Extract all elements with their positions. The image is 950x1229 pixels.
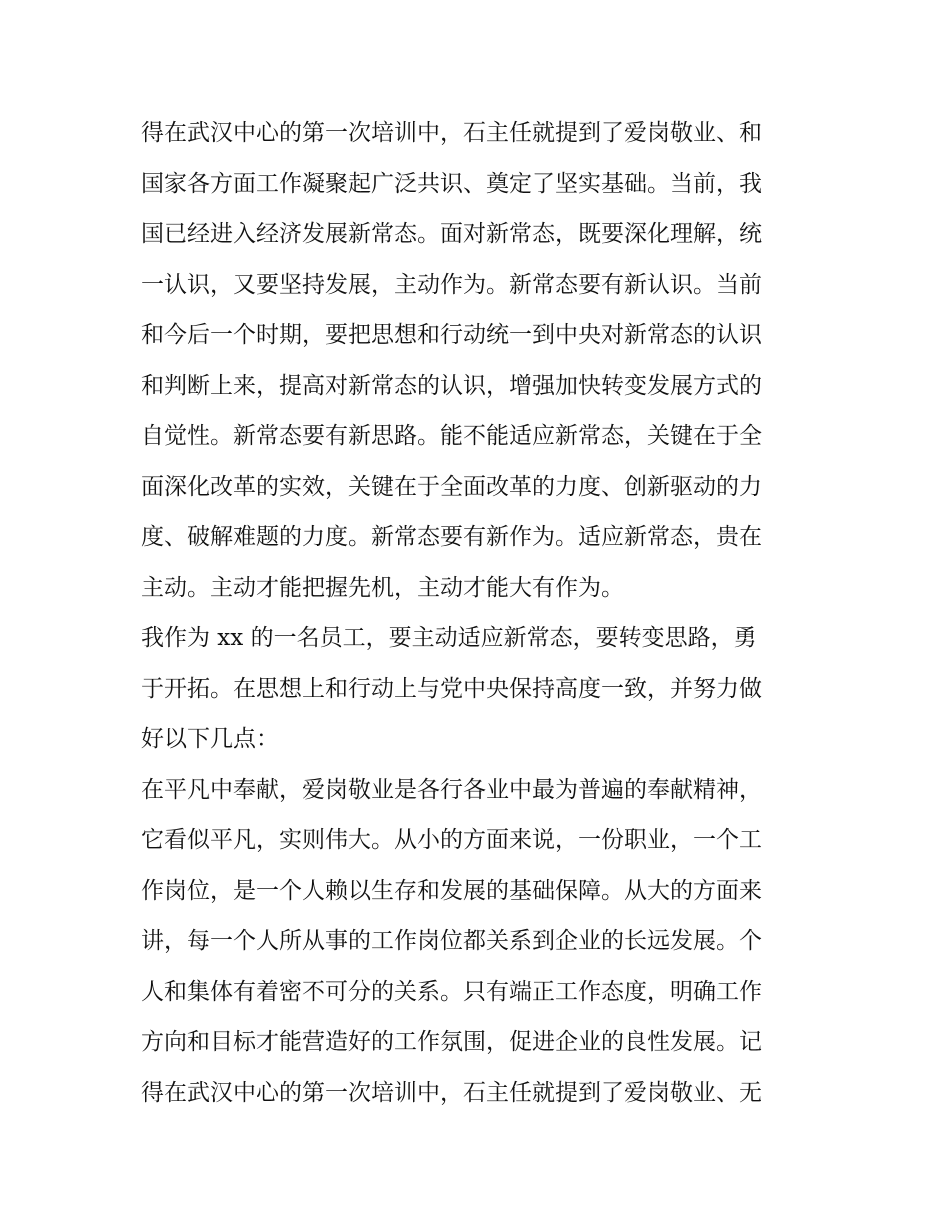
text-line: 于开拓。在思想上和行动上与党中央保持高度一致，并努力做	[141, 675, 762, 702]
text-line: 国家各方面工作凝聚起广泛共识、奠定了坚实基础。当前，我	[141, 170, 762, 197]
text-line: 一认识，又要坚持发展，主动作为。新常态要有新认识。当前	[141, 271, 762, 298]
text-line: 讲，每一个人所从事的工作岗位都关系到企业的长远发展。个	[141, 928, 762, 954]
text-line: 在平凡中奉献，爱岗敬业是各行各业中最为普遍的奉献精神，	[141, 776, 762, 803]
text-line: 人和集体有着密不可分的关系。只有端正工作态度，明确工作	[141, 978, 762, 1005]
text-line: 得在武汉中心的第一次培训中，石主任就提到了爱岗敬业、和	[141, 120, 762, 146]
text-line: 作岗位，是一个人赖以生存和发展的基础保障。从大的方面来	[141, 877, 762, 904]
text-line: 好以下几点：	[141, 726, 279, 752]
text-line: 主动。主动才能把握先机，主动才能大有作为。	[141, 574, 624, 601]
text-line: 和判断上来，提高对新常态的认识，增强加快转变发展方式的	[141, 372, 762, 399]
text-line: 度、破解难题的力度。新常态要有新作为。适应新常态，贵在	[141, 524, 762, 550]
text-line: 自觉性。新常态要有新思路。能不能适应新常态，关键在于全	[141, 423, 762, 449]
text-line: 面深化改革的实效，关键在于全面改革的力度、创新驱动的力	[141, 473, 762, 500]
text-line: 它看似平凡，实则伟大。从小的方面来说，一份职业，一个工	[141, 827, 762, 853]
text-line: 方向和目标才能营造好的工作氛围，促进企业的良性发展。记	[141, 1029, 762, 1055]
text-line: 我作为 xx 的一名员工，要主动适应新常态，要转变思路，勇	[141, 625, 757, 651]
text-line: 国已经进入经济发展新常态。面对新常态，既要深化理解，统	[141, 221, 762, 247]
text-line: 得在武汉中心的第一次培训中，石主任就提到了爱岗敬业、无	[141, 1079, 762, 1106]
body-text	[141, 108, 821, 1118]
text-line: 和今后一个时期，要把思想和行动统一到中央对新常态的认识	[141, 322, 762, 348]
